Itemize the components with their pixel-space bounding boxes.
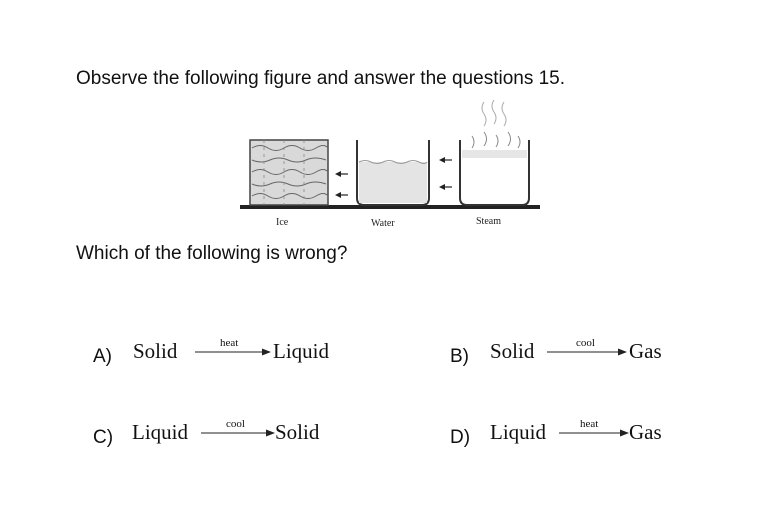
water-label: Water [371,218,395,229]
option-to-state: Gas [629,420,662,444]
option-condition: cool [226,418,245,430]
ice-label: Ice [276,217,289,228]
option-to-state: Gas [629,339,662,363]
states-of-matter-figure [232,100,544,232]
option-to-state: Liquid [273,339,329,363]
option-letter: A) [93,346,112,367]
ice-block-icon [250,140,328,205]
reaction-arrow-icon [547,347,629,357]
heat-arrow-icon [335,171,348,198]
water-beaker-icon [357,140,429,205]
option-to-state: Solid [275,420,320,444]
question-text: Which of the following is wrong? [76,243,348,264]
steam-label: Steam [476,216,501,227]
option-letter: B) [450,346,469,367]
option-from-state: Liquid [490,420,546,444]
option-letter: D) [450,427,471,448]
option-condition: heat [580,418,599,430]
option-condition: heat [220,337,239,349]
reaction-arrow-icon [195,347,273,357]
steam-beaker-icon [460,100,529,205]
option-from-state: Solid [490,339,535,363]
option-from-state: Solid [133,339,178,363]
option-letter: C) [93,427,114,448]
option-condition: cool [576,337,595,349]
reaction-arrow-icon [201,428,277,438]
heat-arrow-icon [439,157,452,190]
intro-text: Observe the following figure and answer the questions 15. [76,68,566,89]
reaction-arrow-icon [559,428,631,438]
option-from-state: Liquid [132,420,188,444]
